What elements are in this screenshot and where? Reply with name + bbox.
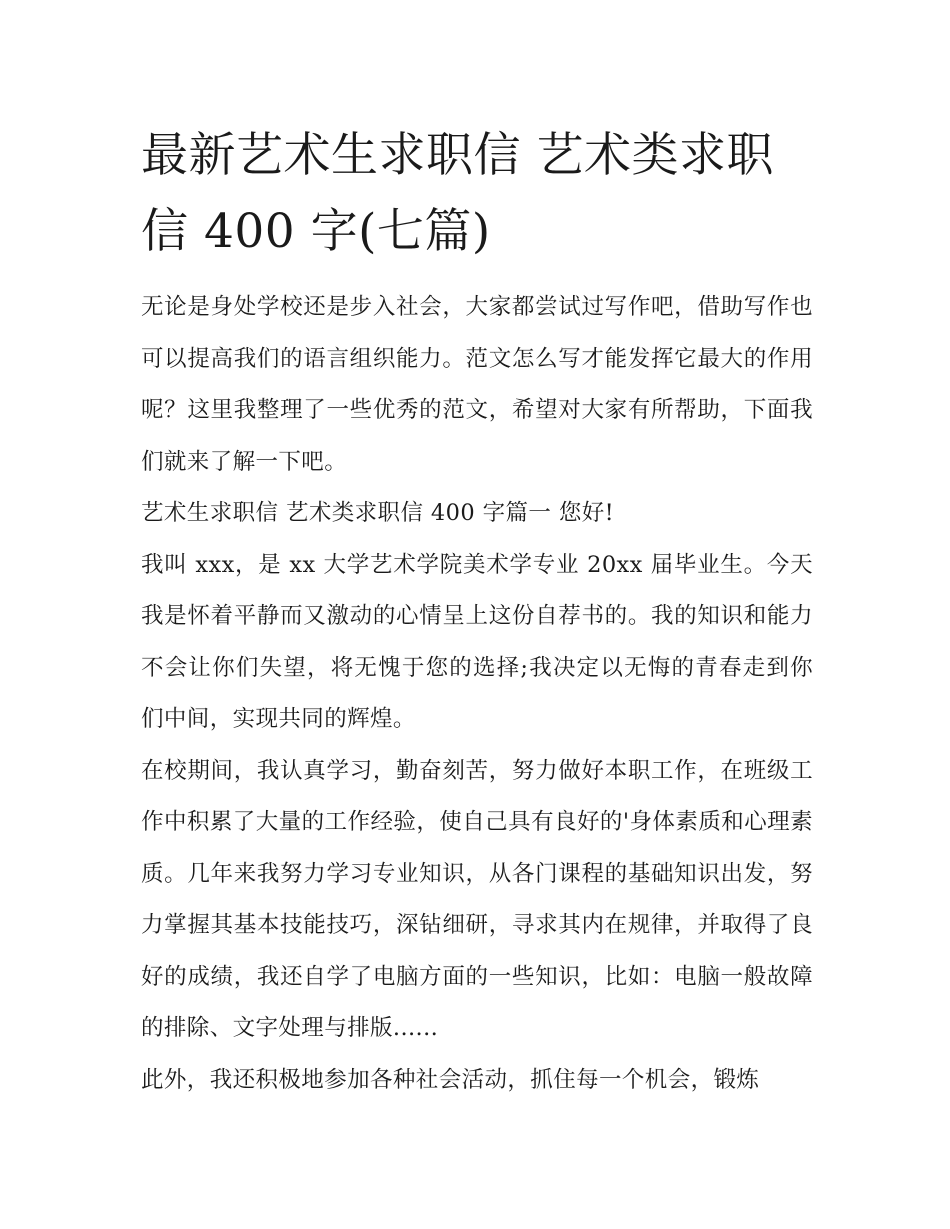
intro-paragraph: 无论是身处学校还是步入社会，大家都尝试过写作吧，借助写作也可以提高我们的语言组织能力。范文怎么写才能发挥它最大的作用呢？这里我整理了一些优秀的范文，希望对大家有所帮助，下面我们就来了解一下吧。 xyxy=(141,294,813,475)
document-title: 最新艺术生求职信 艺术类求职信 400 字(七篇) xyxy=(141,128,774,259)
activities-paragraph: 此外，我还积极地参加各种社会活动，抓住每一个机会，锻炼 xyxy=(141,1066,760,1093)
school-period-paragraph: 在校期间，我认真学习，勤奋刻苦，努力做好本职工作，在班级工作中积累了大量的工作经验，使自己具有良好的'身体素质和心理素质。几年来我努力学习专业知识，从各门课程的基础知识出发，努力掌握其基本技能技巧，深钻细研，寻求其内在规律，并取得了良好的成绩，我还自学了电脑方面的一些知识，比如：电脑一般故障的排除、文字处理与排版...... xyxy=(141,757,813,1041)
self-introduction-paragraph: 我叫 xxx，是 xx 大学艺术学院美术学专业 20xx 届毕业生。今天我是怀着平静而又激动的心情呈上这份自荐书的。我的知识和能力不会让你们失望，将无愧于您的选择;我决定以无悔的青春走到你们中间，实现共同的辉煌。 xyxy=(141,551,813,732)
section-heading-paragraph: 艺术生求职信 艺术类求职信 400 字篇一 您好! xyxy=(141,500,615,526)
document-body xyxy=(141,282,813,1106)
